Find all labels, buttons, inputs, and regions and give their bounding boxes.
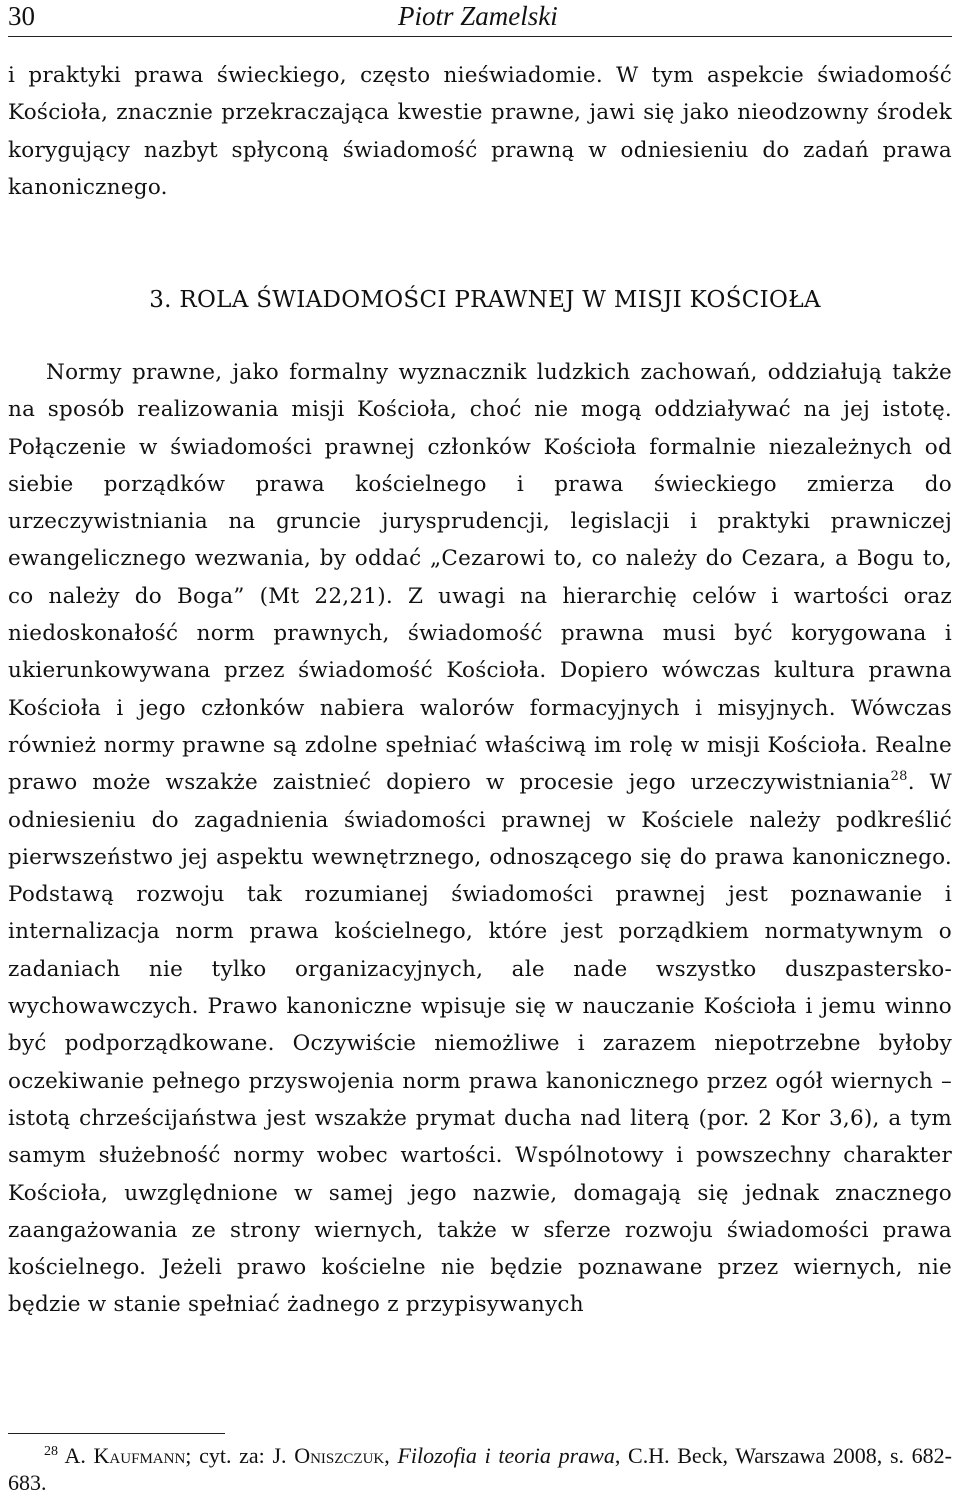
running-head-author: Piotr Zamelski (398, 1, 558, 31)
footnote-number: 28 (44, 1444, 58, 1459)
paragraph-text: Normy prawne, jako formalny wyznacznik ludzkich zachowań, oddziałują także na sposób realizowania misji Kościoła, choć nie mogą oddziaływać na jej istotę. Połączenie w świadomości prawnej członków Kościoła formalnie niezależnych od siebie porządków prawa kościelnego i prawa świeckiego zmierza do urzeczywistniania na gruncie jurysprudencji, legislacji i praktyki prawniczej ewangelicznego wezwania, by oddać „Cezarowi to, co należy do Cezara, a Bogu to, co należy do Boga” (Mt 22,21). Z uwagi na hierarchię celów i wartości oraz niedoskonałość norm prawnych, świadomość prawna musi być korygowana i ukierunkowywana przez świadomość Kościoła. Dopiero wówczas kultura prawna Kościoła i jego członków nabiera walorów formacyjnych i misyjnych. Wówczas również normy prawne są zdolne spełniać właściwą im rolę w misji Kościoła. Realne prawo może wszakże zaistnieć dopiero w procesie jego urzeczywistniania (8, 360, 952, 796)
footnote-reference[interactable]: 28 (890, 769, 908, 785)
footnote-author-surname: Kaufmann (93, 1443, 186, 1468)
footnote-separator (8, 1433, 225, 1434)
page-number: 30 (8, 1, 35, 31)
footnote-publisher-details: , C.H. Beck, Warszawa 2008, s. 682-683. (8, 1443, 953, 1495)
paragraph-text-continued: . W odniesieniu do zagadnienia świadomości prawnej w Kościele należy podkreślić pierwszeństwo jej aspektu wewnętrznego, odnoszącego się do prawa kanonicznego. Podstawą rozwoju tak rozumianej świadomości prawnej jest poznawanie i internalizacja norm prawa kościelnego, które jest porządkiem normatywnym o zadaniach nie tylko organizacyjnych, ale nade wszystko duszpastersko-wychowawczych. Prawo kanoniczne wpisuje się w nauczanie Kościoła i jemu winno być podporządkowane. Oczywiście niemożliwe i zarazem niepotrzebne byłoby oczekiwanie pełnego przyswojenia norm prawa kanonicznego przez ogół wiernych – istotą chrześcijaństwa jest wszakże prymat ducha nad literą (por. 2 Kor 3,6), a tym samym służebność normy wobec wartości. Wspólnotowy i powszechny charakter Kościoła, uwzględnione w samej jego nazwie, domagają się jednak znacznego zaangażowania ze strony wiernych, także w sferze rozwoju świadomości prawa kościelnego. Jeżeli prawo kościelne nie będzie poznawane przez wiernych, nie będzie w stanie spełniać żadnego z przypisywanych (8, 770, 952, 1318)
section-heading: 3. ROLA ŚWIADOMOŚCI PRAWNEJ W MISJI KOŚCIOŁA (149, 287, 821, 313)
body-paragraph (8, 354, 952, 1324)
footnote-comma: , (384, 1443, 390, 1468)
footnote-author-initial: A. (64, 1443, 86, 1468)
footnote-citation-prefix: ; cyt. za: J. (185, 1443, 287, 1468)
footnote (8, 1442, 952, 1496)
footnote-book-title: Filozofia i teoria prawa (397, 1443, 615, 1468)
body-paragraph-continued: i praktyki prawa świeckiego, często nieświadomie. W tym aspekcie świadomość Kościoła, znacznie przekraczająca kwestie prawne, jawi się jako nieodzowny środek korygujący nazbyt spłyconą świadomość prawną w odniesieniu do zadań prawa kanonicznego. (8, 63, 952, 200)
page-header (8, 0, 952, 37)
footnote-cited-author: Oniszczuk (294, 1443, 385, 1468)
